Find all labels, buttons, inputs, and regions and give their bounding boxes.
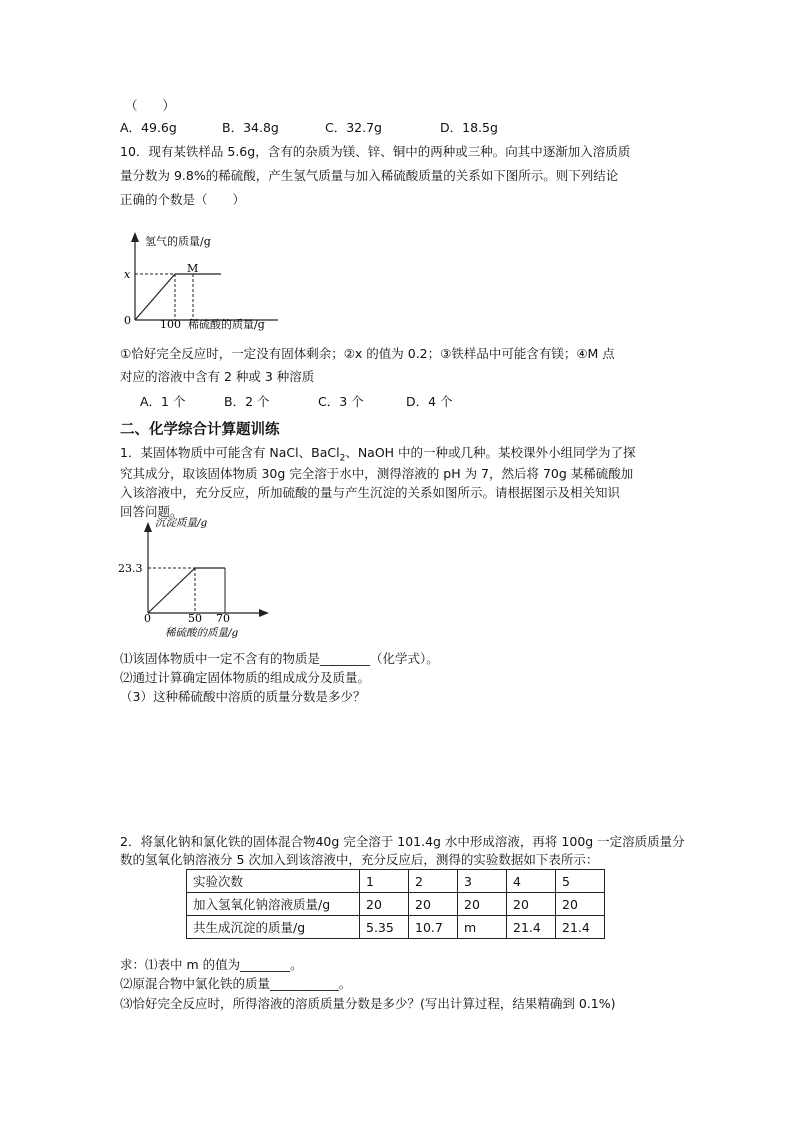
x-axis-arrow: [259, 609, 269, 617]
table-cell: 实验次数: [187, 870, 360, 893]
q2-sub-question: 求：⑴表中 m 的值为________。: [120, 957, 303, 972]
q10-option-c: C．3 个: [318, 394, 364, 409]
table-cell: 2: [409, 870, 458, 893]
table-cell: 20: [556, 893, 605, 916]
y-axis-label: 氢气的质量/g: [145, 235, 211, 248]
q10-hydrogen-chart: [118, 228, 288, 338]
q10-statement-line: ①恰好完全反应时，一定没有固体剩余；②x 的值为 0.2；③铁样品中可能含有镁；④M 点: [120, 346, 615, 361]
q2-sub-question: ⑶恰好完全反应时，所得溶液的溶质质量分数是多少？(写出计算过程，结果精确到 0.1%): [120, 996, 616, 1011]
table-cell: 4: [507, 870, 556, 893]
table-cell: 5.35: [360, 916, 409, 939]
table-cell: 加入氢氧化钠溶液质量/g: [187, 893, 360, 916]
q1-precipitate-chart: [115, 512, 275, 640]
q1-sub-question: （3）这种稀硫酸中溶质的质量分数是多少？: [120, 689, 366, 704]
y-axis-arrow: [131, 232, 139, 242]
section-heading: 二、化学综合计算题训练: [120, 422, 280, 438]
rising-line: [148, 568, 195, 613]
table-cell: 5: [556, 870, 605, 893]
q10-text-line: 10．现有某铁样品 5.6g，含有的杂质为镁、锌、铜中的两种或三种。向其中逐渐加入溶质质: [120, 144, 631, 159]
y-axis-arrow: [144, 522, 152, 532]
q2-text-line: 2．将氯化钠和氯化铁的固体混合物40g 完全溶于 101.4g 水中形成溶液，再将 100g 一定溶质质量分: [120, 834, 685, 849]
q1-text-line: 回答问题。: [120, 504, 183, 519]
origin-label: 0: [144, 612, 151, 625]
rising-line: [135, 274, 175, 320]
q10-text-line: 量分数为 9.8%的稀硫酸，产生氢气质量与加入稀硫酸质量的关系如下图所示。则下列结论: [120, 168, 619, 183]
y-tick-x: x: [124, 268, 131, 281]
q9-option-b: B．34.8g: [222, 120, 279, 135]
x-tick-70: 70: [216, 612, 230, 625]
point-m-label: M: [187, 262, 199, 275]
table-row: [187, 916, 605, 939]
table-cell: 20: [360, 893, 409, 916]
q1-text-line: 究其成分，取该固体物质 30g 完全溶于水中，测得溶液的 pH 为 7，然后将 70g 某稀硫酸加: [120, 466, 634, 481]
table-cell: 20: [507, 893, 556, 916]
x-axis-label: 稀硫酸的质量/g: [188, 318, 265, 331]
table-cell: 20: [409, 893, 458, 916]
q10-statement-line: 对应的溶液中含有 2 种或 3 种溶质: [120, 369, 315, 384]
x-tick-100: 100: [160, 318, 181, 331]
q9-option-d: D．18.5g: [440, 120, 498, 135]
q10-option-b: B．2 个: [224, 394, 270, 409]
table-cell: 20: [458, 893, 507, 916]
q2-sub-question: ⑵原混合物中氯化铁的质量___________。: [120, 976, 352, 991]
table-cell: 10.7: [409, 916, 458, 939]
q1-sub-question: ⑴该固体物质中一定不含有的物质是________（化学式）。: [120, 651, 439, 666]
experiment-data-table: [186, 869, 605, 939]
origin-label: 0: [124, 314, 131, 327]
table-cell: 3: [458, 870, 507, 893]
q9-option-a: A．49.6g: [120, 120, 177, 135]
q10-text-line: 正确的个数是（ ）: [120, 192, 246, 207]
q1-text-line: 1．某固体物质中可能含有 NaCl、BaCl$_2$、NaOH 中的一种或几种。某校课外小组同学为了探: [120, 445, 636, 464]
table-cell: 21.4: [556, 916, 605, 939]
x-axis-label: 稀硫酸的质量/g: [165, 627, 239, 639]
table-cell: 1: [360, 870, 409, 893]
table-row: [187, 893, 605, 916]
q1-sub-question: ⑵通过计算确定固体物质的组成成分及质量。: [120, 670, 371, 685]
q1-text-line: 入该溶液中，充分反应，所加硫酸的量与产生沉淀的关系如图所示。请根据图示及相关知识: [120, 485, 621, 500]
q10-option-a: A．1 个: [140, 394, 186, 409]
table-cell: m: [458, 916, 507, 939]
x-tick-50: 50: [188, 612, 202, 625]
q9-option-c: C．32.7g: [325, 120, 382, 135]
answer-paren: （ ）: [125, 98, 176, 113]
y-axis-label: 沉淀质量/g: [155, 517, 208, 529]
table-cell: 21.4: [507, 916, 556, 939]
q2-text-line: 数的氢氧化钠溶液分 5 次加入到该溶液中，充分反应后，测得的实验数据如下表所示：: [120, 852, 599, 867]
table-row: [187, 870, 605, 893]
y-tick-23-3: 23.3: [118, 562, 143, 575]
q10-option-d: D．4 个: [406, 394, 453, 409]
table-cell: 共生成沉淀的质量/g: [187, 916, 360, 939]
